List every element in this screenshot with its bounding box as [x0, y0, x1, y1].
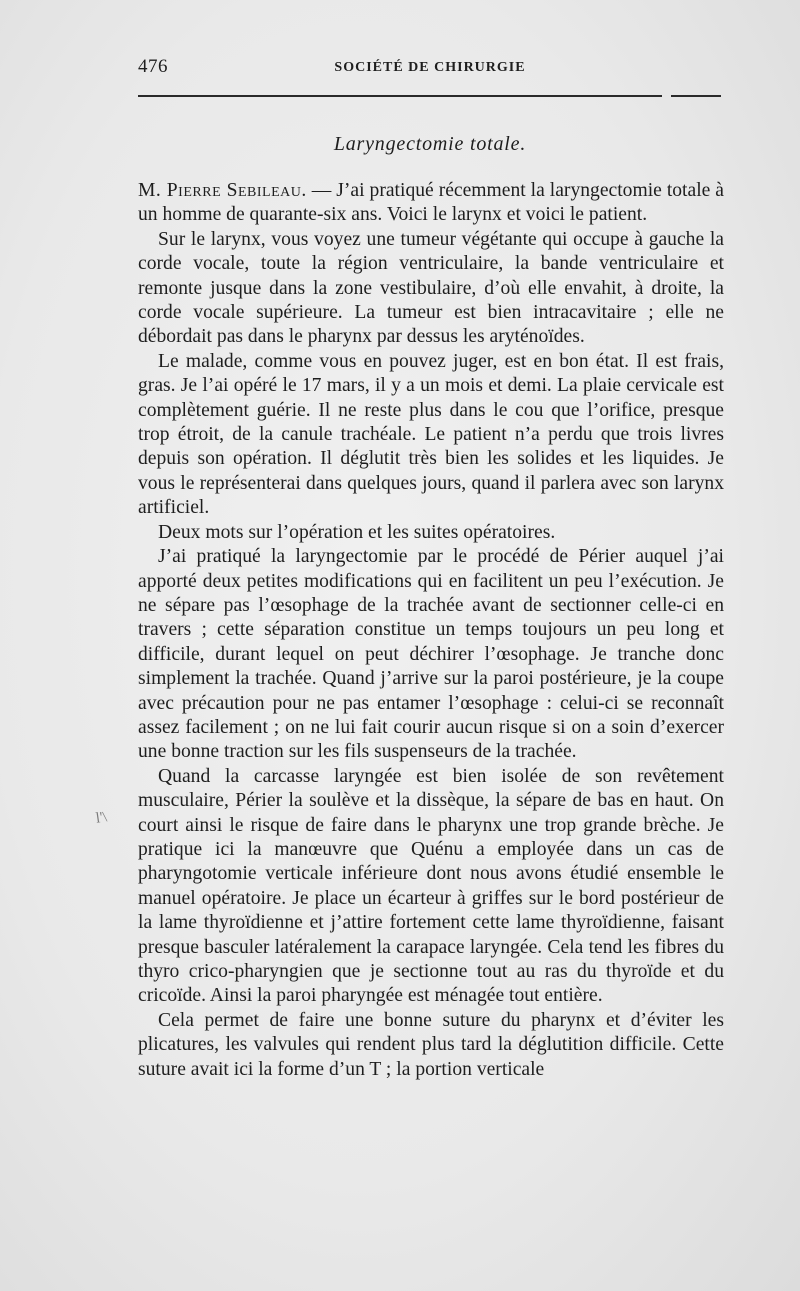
- paragraph-4: Deux mots sur l’opération et les suites opératoires.: [158, 521, 556, 543]
- paragraph-1: [138, 179, 724, 228]
- body-text: [138, 179, 724, 1082]
- speaker-name: M. Pierre Sebileau.: [138, 180, 307, 201]
- running-title: SOCIÉTÉ DE CHIRURGIE: [334, 60, 526, 75]
- paragraph-2: Sur le larynx, vous voyez une tumeur végétante qui occupe à gauche la corde vocale, toute la région ventriculaire, la bande ventriculaire et remonte jusque dans la zone vestibulaire, d’où elle envahit, à droite, la corde vocale supérieure. La tumeur est bien intracavitaire ; elle ne débordait pas dans le pharynx par dessus les aryténoïdes.: [138, 228, 724, 348]
- margin-pencil-mark: l'\: [94, 809, 109, 827]
- page-number: 476: [138, 56, 168, 77]
- paragraph-3: Le malade, comme vous en pouvez juger, est en bon état. Il est frais, gras. Je l’ai opéré le 17 mars, il y a un mois et demi. La plaie cervicale est complètement guérie. Il ne reste plus dans le cou que l’orifice, presque trop étroit, de la canule trachéale. Le patient n’a perdu que trois livres depuis son opération. Il déglutit très bien les solides et les liquides. Je vous le représenterai dans quelques jours, quand il parlera avec son larynx artificiel.: [138, 350, 724, 519]
- header-rule-end: [671, 95, 721, 97]
- paragraph-1-text: — J’ai pratiqué récemment la laryngectomie totale à un homme de quarante-six ans. Voici le larynx et voici le patient.: [138, 180, 724, 226]
- section-title: Laryngectomie totale.: [333, 133, 527, 155]
- header-rule: [138, 95, 662, 97]
- page-header: [138, 56, 722, 86]
- paragraph-7: Cela permet de faire une bonne suture du pharynx et d’éviter les plicatures, les valvules qui rendent plus tard la déglutition difficile. Cette suture avait ici la forme d’un T ; la portion verticale: [138, 1009, 724, 1080]
- paragraph-6: Quand la carcasse laryngée est bien isolée de son revêtement musculaire, Périer la soulève et la dissèque, la sépare de bas en haut. On court ainsi le risque de faire dans le pharynx une trop grande brèche. Je pratique ici la manœuvre que Quénu a employée dans un cas de pharyngotomie verticale inférieure dont nous avons étudié ensemble le manuel opératoire. Je place un écarteur à griffes sur le bord postérieur de la lame thyroïdienne et j’attire fortement cette lame thyroïdienne, faisant presque basculer latéralement la carapace laryngée. Cela tend les fibres du thyro crico-pharyngien que je sectionne tout au ras du thyroïde et du cricoïde. Ainsi la paroi pharyngée est ménagée tout entière.: [138, 765, 724, 1007]
- paragraph-5: J’ai pratiqué la laryngectomie par le procédé de Périer auquel j’ai apporté deux petites modifications qui en facilitent un peu l’exécution. Je ne sépare pas l’œsophage de la trachée avant de sectionner celle-ci en travers ; cette séparation constitue un temps toujours un peu long et difficile, durant lequel on peut déchirer l’œsophage. Je tranche donc simplement la trachée. Quand j’arrive sur la paroi postérieure, je la coupe avec précaution pour ne pas entamer l’œsophage : celui-ci se reconnaît assez facilement ; on ne lui fait courir aucun risque si on a soin d’exercer une bonne traction sur les fils suspenseurs de la trachée.: [138, 546, 724, 763]
